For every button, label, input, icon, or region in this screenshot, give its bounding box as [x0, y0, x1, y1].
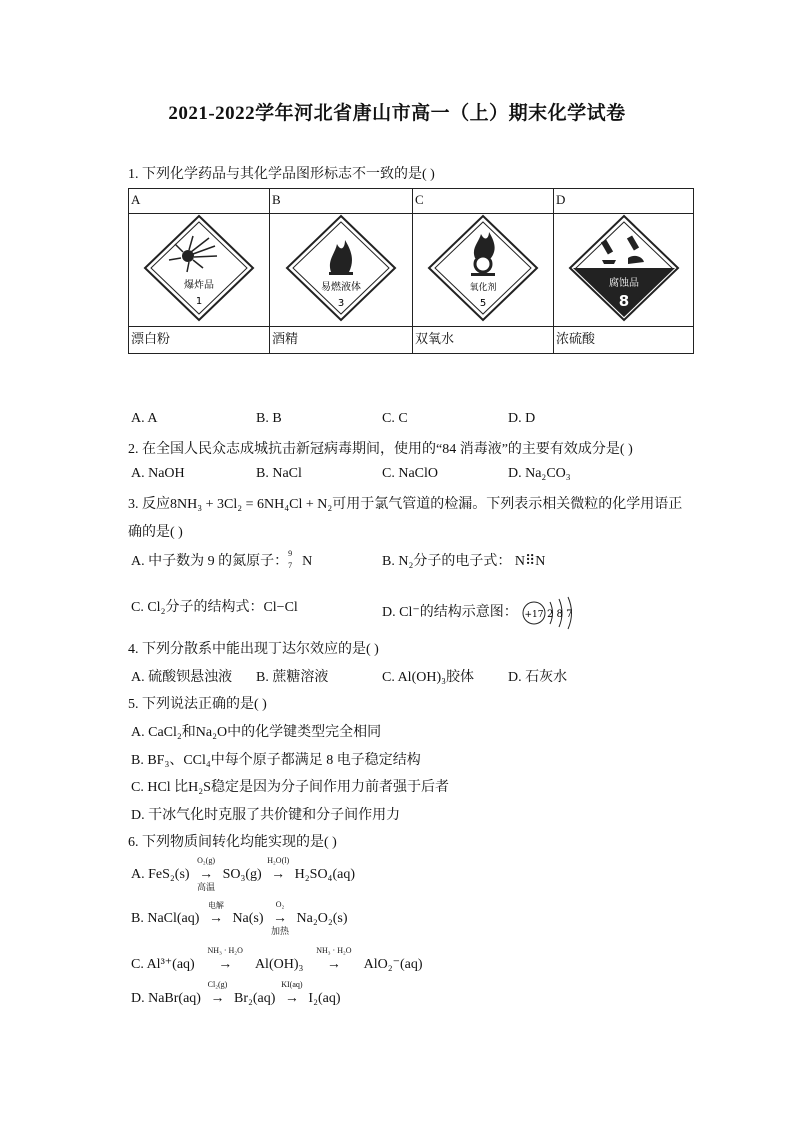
explosive-number: 1: [195, 296, 203, 307]
corrosive-sign: [554, 214, 694, 327]
flammable-number: 3: [337, 298, 345, 309]
column-c: C: [413, 189, 554, 214]
q6a-arrow-1: O₂(g) → 高温: [193, 867, 219, 883]
q2-option-d: D. Na₂CO₃: [508, 466, 571, 481]
q6a-arrow-1-condition-top: O₂(g): [197, 856, 216, 865]
q6c-product: AlO₂⁻(aq): [363, 957, 423, 972]
flammable-liquid-sign: [270, 214, 413, 327]
q6c-arrow-2: NH₃ · H₂O →: [307, 957, 361, 973]
q6-option-b: [131, 900, 348, 936]
name-c: 双氧水: [413, 327, 554, 354]
oxidizer-sign: [413, 214, 554, 327]
atomic-number: 7: [288, 560, 293, 570]
corrosive-number: 8: [618, 292, 629, 310]
q6a-arrow-1-condition-bottom: 高温: [197, 882, 216, 892]
q6-option-a: [131, 856, 355, 892]
q6c-arrow-2-condition-top: NH₃ · H₂O: [316, 946, 352, 955]
question-5-stem: 5. 下列说法正确的是( ): [128, 697, 267, 712]
q6b-reactant: B. NaCl(aq): [131, 911, 200, 926]
q3-option-d: [382, 596, 581, 630]
q3-option-b: B. N₂分子的电子式： N⠿N: [382, 554, 546, 569]
explosive-icon: [143, 214, 255, 322]
q3-option-d-text: D. Cl⁻的结构示意图：: [382, 605, 518, 621]
q1-option-a: A. A: [131, 411, 158, 426]
q3-option-a-text: A. 中子数为 9 的氮原子：: [131, 554, 289, 569]
column-b: B: [270, 189, 413, 214]
corrosive-icon: [568, 214, 680, 322]
explosive-sign: [129, 214, 270, 327]
q6d-intermediate: Br₂(aq): [233, 991, 276, 1006]
q4-option-b: B. 蔗糖溶液: [256, 670, 329, 685]
oxidizer-icon: [427, 214, 539, 322]
q6a-product: H₂SO₄(aq): [294, 867, 355, 882]
q6a-reactant: A. FeS₂(s): [131, 867, 190, 882]
q6a-intermediate: SO₃(g): [222, 867, 262, 882]
q6d-arrow-2: KI(aq) →: [279, 991, 305, 1007]
q6d-reactant: D. NaBr(aq): [131, 991, 201, 1006]
shell-electrons: 2 8 7: [547, 609, 573, 620]
oxidizer-label: 氧化剂: [469, 283, 497, 293]
q2-option-a: A. NaOH: [131, 466, 185, 481]
question-1-stem: 1. 下列化学药品与其化学品图形标志不一致的是( ): [128, 167, 435, 182]
question-4-stem: 4. 下列分散系中能出现丁达尔效应的是( ): [128, 642, 379, 657]
column-d: D: [554, 189, 694, 214]
nitrogen-symbol: N: [302, 554, 313, 569]
q6c-arrow-1-condition-top: NH₃ · H₂O: [207, 946, 243, 955]
q4-option-a: A. 硫酸钡悬浊液: [131, 670, 233, 685]
q5-option-c: C. HCl 比H₂S稳定是因为分子间作用力前者强于后者: [131, 780, 449, 795]
chloride-ion-diagram: [521, 596, 581, 630]
question-2-stem: 2. 在全国人民众志成城抗击新冠病毒期间，使用的“84 消毒液”的主要有效成分是( ): [128, 442, 633, 457]
page-title: 2021-2022学年河北省唐山市高一（上）期末化学试卷: [168, 103, 626, 124]
q2-option-b: B. NaCl: [256, 466, 302, 481]
q6d-arrow-1: Cl₂(g) →: [204, 991, 230, 1007]
q1-option-d: D. D: [508, 411, 536, 426]
q6d-product: I₂(aq): [308, 991, 341, 1006]
q5-option-b: B. BF₃、CCl₄中每个原子都满足 8 电子稳定结构: [131, 753, 421, 768]
q6b-product: Na₂O₂(s): [296, 911, 348, 926]
q4-option-d: D. 石灰水: [508, 670, 568, 685]
q6b-arrow-2-condition-top: O₂: [275, 900, 285, 909]
explosive-label: 爆炸品: [184, 280, 214, 291]
nucleus-charge: +17: [524, 610, 544, 620]
q6c-intermediate: Al(OH)₃: [254, 957, 304, 972]
q6-option-c: [131, 946, 423, 973]
flame-icon: [285, 214, 397, 322]
q5-option-a: A. CaCl₂和Na₂O中的化学键类型完全相同: [131, 725, 382, 740]
q6a-arrow-2-condition-top: H₂O(l): [267, 856, 290, 865]
q2-option-c: C. NaClO: [382, 466, 438, 481]
q6b-arrow-1-condition-top: 电解: [207, 901, 224, 910]
flammable-label: 易燃液体: [321, 282, 361, 293]
oxidizer-number: 5: [479, 298, 487, 309]
q6c-reactant: C. Al³⁺(aq): [131, 957, 195, 972]
q6b-arrow-2-condition-bottom: 加热: [271, 926, 290, 936]
q6b-arrow-1: 电解 →: [203, 911, 229, 927]
q6b-intermediate: Na(s): [232, 911, 264, 926]
question-3-stem-line2: 确的是( ): [128, 525, 183, 540]
q6b-arrow-2: O₂ → 加热: [267, 911, 293, 927]
name-d: 浓硫酸: [554, 327, 694, 354]
q4-option-c: C. Al(OH)₃胶体: [382, 670, 474, 685]
q1-option-c: C. C: [382, 411, 408, 426]
q6d-arrow-1-condition-top: Cl₂(g): [207, 980, 228, 989]
column-a: A: [129, 189, 270, 214]
name-a: 漂白粉: [129, 327, 270, 354]
q6-option-d: [131, 980, 341, 1007]
question-6-stem: 6. 下列物质间转化均能实现的是( ): [128, 835, 337, 850]
q6d-arrow-2-condition-top: KI(aq): [281, 980, 303, 989]
name-b: 酒精: [270, 327, 413, 354]
nuclide-notation: [288, 548, 302, 570]
q6a-arrow-2: H₂O(l) →: [265, 867, 291, 883]
q3-option-a: [131, 550, 312, 570]
q6c-arrow-1: NH₃ · H₂O →: [198, 957, 252, 973]
question-3-stem-line1: 3. 反应8NH₃ + 3Cl₂ = 6NH₄Cl + N₂可用于氯气管道的检漏。下列表示相关微粒的化学用语正: [128, 497, 683, 512]
q5-option-d: D. 干冰气化时克服了共价键和分子间作用力: [131, 808, 401, 823]
hazard-sign-table: [128, 188, 694, 354]
mass-number: 9: [288, 548, 293, 558]
corrosive-label: 腐蚀品: [608, 278, 639, 289]
q3-option-c: C. Cl₂分子的结构式：Cl−Cl: [131, 600, 298, 615]
q1-option-b: B. B: [256, 411, 282, 426]
